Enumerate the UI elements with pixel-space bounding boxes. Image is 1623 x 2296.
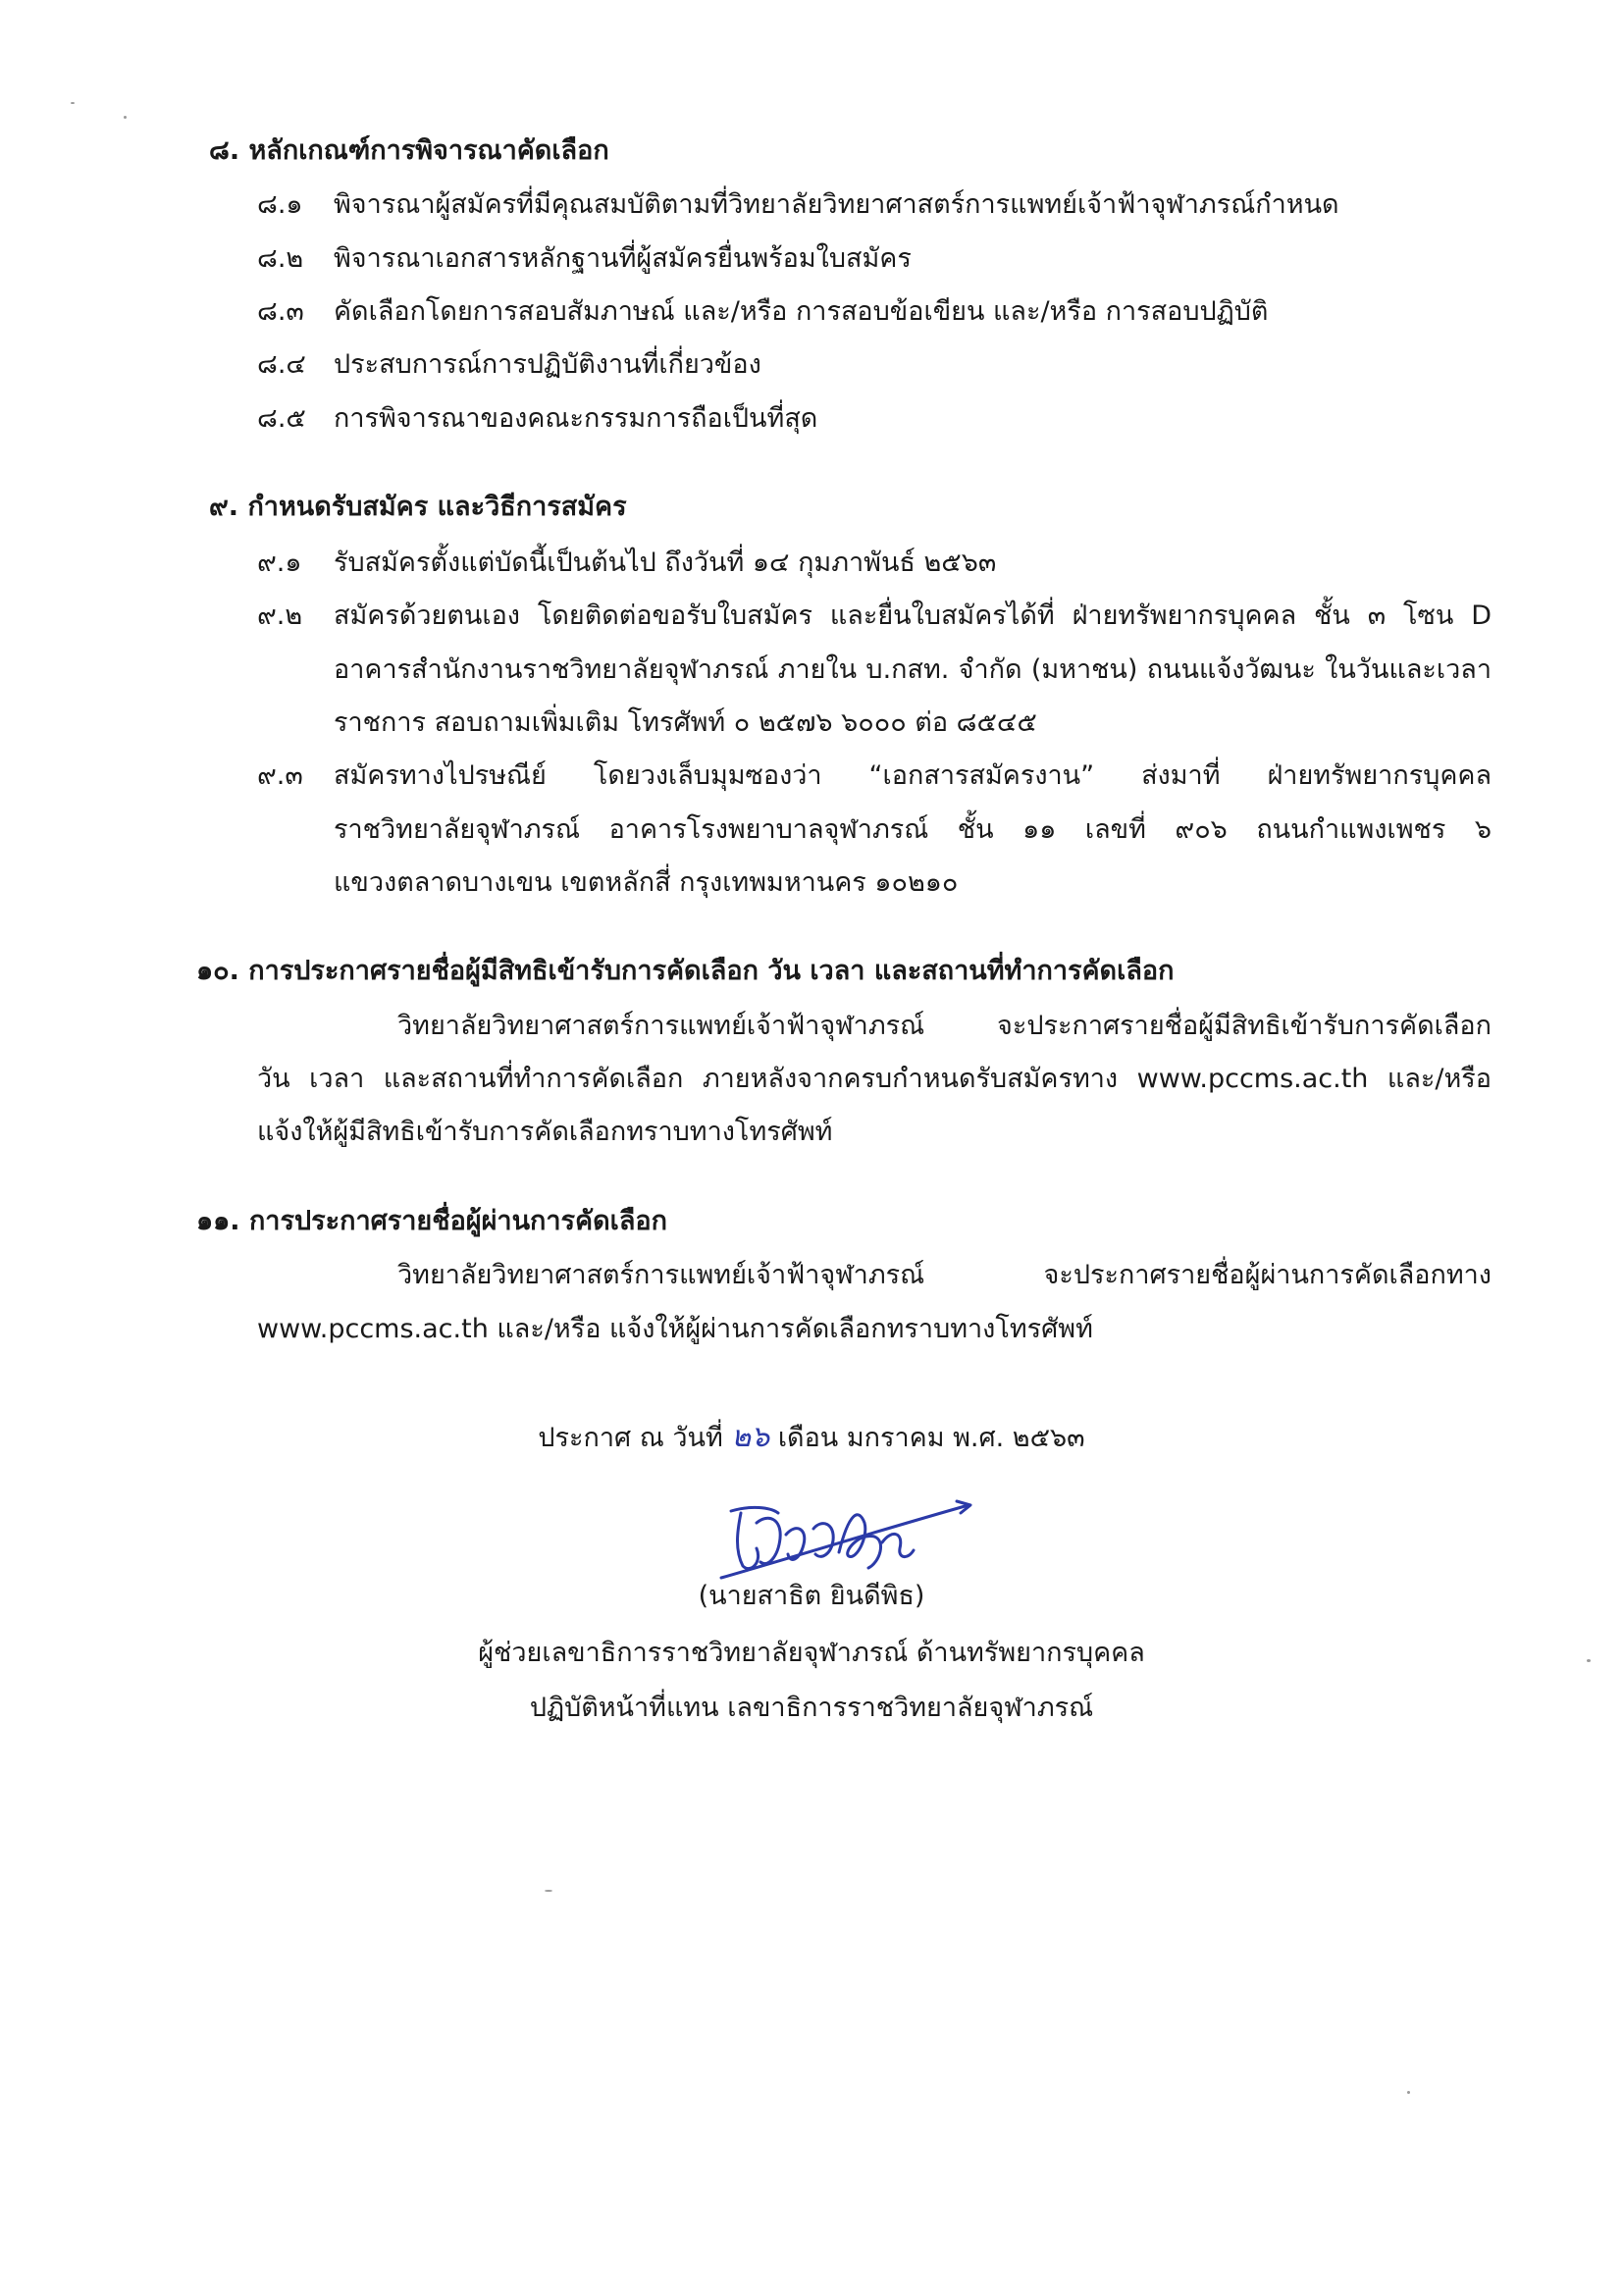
item-8-3-number: ๘.๓ xyxy=(257,296,304,327)
section-10-title: การประกาศรายชื่อผู้มีสิทธิเข้ารับการคัดเลือก วัน เวลา และสถานที่ทำการคัดเลือก xyxy=(248,956,1175,986)
item-8-2-number: ๘.๒ xyxy=(257,243,304,274)
item-8-4-text: ประสบการณ์การปฏิบัติงานที่เกี่ยวข้อง xyxy=(334,349,761,380)
scan-speck xyxy=(124,116,127,119)
scan-speck xyxy=(1587,1659,1591,1662)
item-8-1-text: พิจารณาผู้สมัครที่มีคุณสมบัติตามที่วิทยาลัยวิทยาศาสตร์การแพทย์เจ้าฟ้าจุฬาภรณ์กำหนด xyxy=(334,189,1339,220)
section-8-title: หลักเกณฑ์การพิจารณาคัดเลือก xyxy=(248,135,609,166)
item-9-1-number: ๙.๑ xyxy=(257,548,302,578)
item-9-3-number: ๙.๓ xyxy=(257,760,303,791)
section-8-heading xyxy=(209,137,609,164)
announcement-day: ๒๖ xyxy=(731,1420,770,1454)
item-9-2-line-1: สมัครด้วยตนเอง โดยติดต่อขอรับใบสมัคร และยื่นใบสมัครได้ที่ ฝ่ายทรัพยากรบุคคล ชั้น ๓ โซน D xyxy=(334,600,1492,631)
item-9-2-line-2: อาคารสำนักงานราชวิทยาลัยจุฬาภรณ์ ภายใน บ.กสท. จำกัด (มหาชน) ถนนแจ้งวัฒนะ ในวันและเวลา xyxy=(334,654,1492,685)
item-9-2-line-3: ราชการ สอบถามเพิ่มเติม โทรศัพท์ ๐ ๒๕๗๖ ๖๐๐๐ ต่อ ๘๕๔๕ xyxy=(334,707,1037,738)
item-8-3-text: คัดเลือกโดยการสอบสัมภาษณ์ และ/หรือ การสอบข้อเขียน และ/หรือ การสอบปฏิบัติ xyxy=(334,296,1269,327)
section-10-line-1: วิทยาลัยวิทยาศาสตร์การแพทย์เจ้าฟ้าจุฬาภรณ์ จะประกาศรายชื่อผู้มีสิทธิเข้ารับการคัดเลือก xyxy=(397,1011,1492,1041)
section-10-number: ๑๐. xyxy=(196,956,239,986)
scan-speck xyxy=(71,102,75,104)
section-11-title: การประกาศรายชื่อผู้ผ่านการคัดเลือก xyxy=(248,1206,667,1236)
section-8-number: ๘. xyxy=(209,135,240,166)
item-8-5-text: การพิจารณาของคณะกรรมการถือเป็นที่สุด xyxy=(334,403,818,434)
section-11-number: ๑๑. xyxy=(196,1206,240,1236)
section-11-line-2: www.pccms.ac.th และ/หรือ แจ้งให้ผู้ผ่านการคัดเลือกทราบทางโทรศัพท์ xyxy=(257,1314,1093,1344)
item-8-5-number: ๘.๕ xyxy=(257,403,306,434)
section-11-line-1: วิทยาลัยวิทยาศาสตร์การแพทย์เจ้าฟ้าจุฬาภรณ์ จะประกาศรายชื่อผู้ผ่านการคัดเลือกทาง xyxy=(397,1260,1492,1290)
item-8-1-number: ๘.๑ xyxy=(257,189,303,220)
section-10-line-3: แจ้งให้ผู้มีสิทธิเข้ารับการคัดเลือกทราบทางโทรศัพท์ xyxy=(257,1117,833,1147)
signatory-position-2: ปฏิบัติหน้าที่แทน เลขาธิการราชวิทยาลัยจุฬาภรณ์ xyxy=(529,1693,1094,1723)
item-9-3-line-3: แขวงตลาดบางเขน เขตหลักสี่ กรุงเทพมหานคร ๑๐๒๑๐ xyxy=(334,867,959,898)
section-10-line-2: วัน เวลา และสถานที่ทำการคัดเลือก ภายหลังจากครบกำหนดรับสมัครทาง www.pccms.ac.th และ/หรือ xyxy=(257,1064,1492,1094)
signature-image xyxy=(711,1484,976,1592)
item-8-4-number: ๘.๔ xyxy=(257,349,306,380)
section-11-heading xyxy=(196,1208,667,1234)
announcement-date xyxy=(0,1420,1623,1454)
scan-speck xyxy=(545,1890,552,1892)
section-9-number: ๙. xyxy=(209,492,239,522)
announcement-suffix: เดือน มกราคม พ.ศ. ๒๕๖๓ xyxy=(777,1423,1085,1453)
section-9-heading xyxy=(209,494,627,520)
scan-speck xyxy=(1407,2091,1410,2094)
section-10-heading xyxy=(196,958,1174,984)
item-8-2-text: พิจารณาเอกสารหลักฐานที่ผู้สมัครยื่นพร้อมใบสมัคร xyxy=(334,243,912,274)
item-9-1-text: รับสมัครตั้งแต่บัดนี้เป็นต้นไป ถึงวันที่ ๑๔ กุมภาพันธ์ ๒๕๖๓ xyxy=(334,548,997,578)
item-9-3-line-1: สมัครทางไปรษณีย์ โดยวงเล็บมุมซองว่า “เอกสารสมัครงาน” ส่งมาที่ ฝ่ายทรัพยากรบุคคล xyxy=(334,760,1492,791)
signatory-position-1: ผู้ช่วยเลขาธิการราชวิทยาลัยจุฬาภรณ์ ด้านทรัพยากรบุคคล xyxy=(478,1638,1145,1668)
signatory-name: (นายสาธิต ยินดีพิธ) xyxy=(698,1581,925,1611)
item-9-2-number: ๙.๒ xyxy=(257,600,303,631)
announcement-prefix: ประกาศ ณ วันที่ xyxy=(538,1423,723,1453)
item-9-3-line-2: ราชวิทยาลัยจุฬาภรณ์ อาคารโรงพยาบาลจุฬาภรณ์ ชั้น ๑๑ เลขที่ ๙๐๖ ถนนกำแพงเพชร ๖ xyxy=(334,814,1492,845)
section-9-title: กำหนดรับสมัคร และวิธีการสมัคร xyxy=(247,492,627,522)
